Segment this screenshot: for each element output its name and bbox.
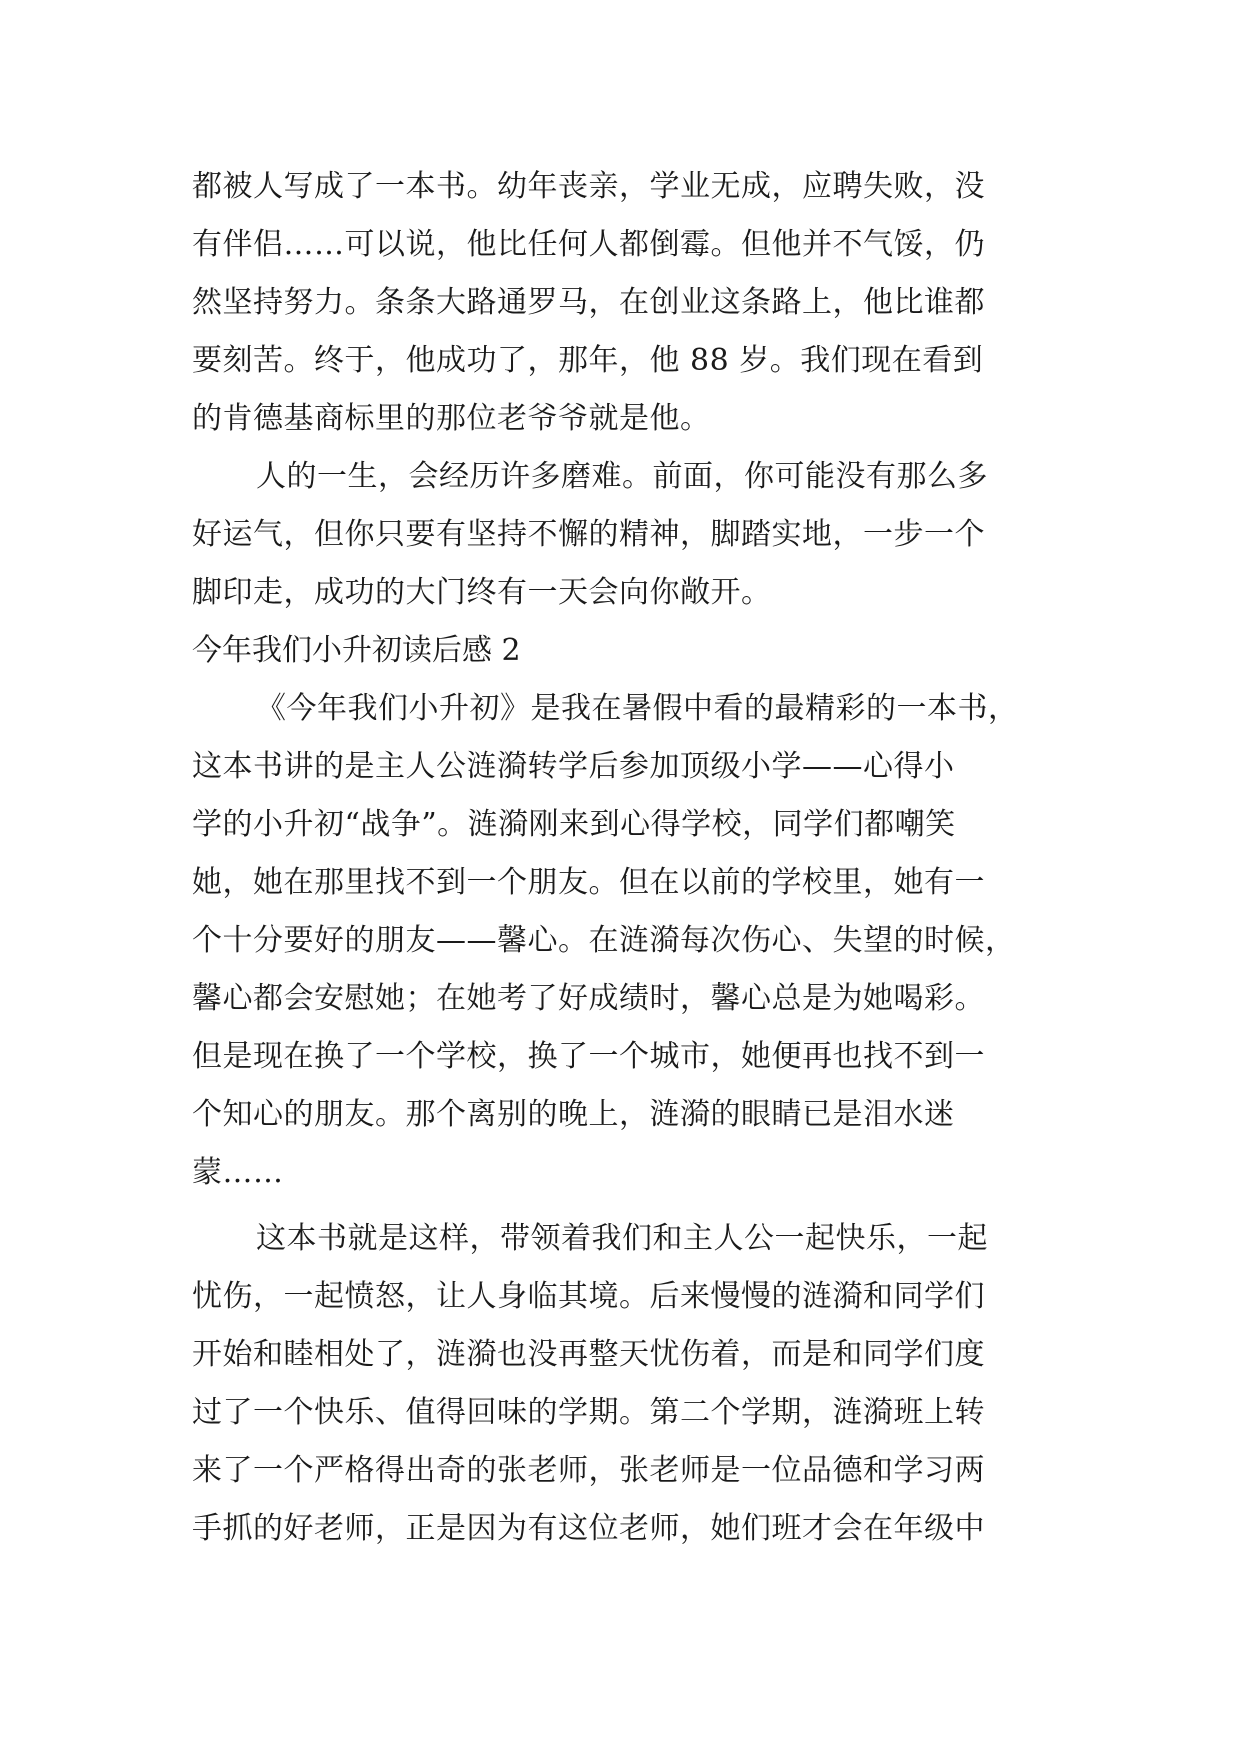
text-line: 忧伤，一起愤怒，让人身临其境。后来慢慢的涟漪和同学们 bbox=[192, 1279, 985, 1314]
text-line: 《今年我们小升初》是我在暑假中看的最精彩的一本书， bbox=[256, 691, 1019, 726]
text-line: 然坚持努力。条条大路通罗马，在创业这条路上，他比谁都 bbox=[192, 285, 985, 320]
paragraph-3 bbox=[192, 680, 1052, 1202]
text-line: 好运气，但你只要有坚持不懈的精神，脚踏实地，一步一个 bbox=[192, 517, 985, 552]
paragraph-4 bbox=[192, 1210, 1052, 1558]
text-line: 的肯德基商标里的那位老爷爷就是他。 bbox=[192, 401, 711, 436]
text-line: 蒙…… bbox=[192, 1155, 284, 1190]
text-line: 开始和睦相处了，涟漪也没再整天忧伤着，而是和同学们度 bbox=[192, 1337, 985, 1372]
text-line: 但是现在换了一个学校，换了一个城市，她便再也找不到一 bbox=[192, 1039, 985, 1074]
text-line: 这本书讲的是主人公涟漪转学后参加顶级小学——心得小 bbox=[192, 749, 955, 784]
text-line: 个十分要好的朋友——馨心。在涟漪每次伤心、失望的时候， bbox=[192, 923, 1016, 958]
text-line: 这本书就是这样，带领着我们和主人公一起快乐，一起 bbox=[256, 1221, 988, 1256]
text-line: 要刻苦。终于，他成功了，那年，他 88 岁。我们现在看到 bbox=[192, 343, 984, 378]
text-line: 个知心的朋友。那个离别的晚上，涟漪的眼睛已是泪水迷 bbox=[192, 1097, 955, 1132]
text-line: 她，她在那里找不到一个朋友。但在以前的学校里，她有一 bbox=[192, 865, 985, 900]
text-line: 人的一生，会经历许多磨难。前面，你可能没有那么多 bbox=[256, 459, 988, 494]
text-line: 过了一个快乐、值得回味的学期。第二个学期，涟漪班上转 bbox=[192, 1395, 985, 1430]
paragraph-2 bbox=[192, 448, 1052, 622]
text-line: 馨心都会安慰她；在她考了好成绩时，馨心总是为她喝彩。 bbox=[192, 981, 985, 1016]
document-page bbox=[192, 158, 1052, 1558]
text-line: 学的小升初“战争”。涟漪刚来到心得学校，同学们都嘲笑 bbox=[192, 807, 956, 842]
section-heading: 今年我们小升初读后感 2 bbox=[192, 633, 521, 668]
paragraph-1 bbox=[192, 158, 1052, 448]
text-line: 都被人写成了一本书。幼年丧亲，学业无成，应聘失败，没 bbox=[192, 169, 985, 204]
text-line: 有伴侣……可以说，他比任何人都倒霉。但他并不气馁，仍 bbox=[192, 227, 985, 262]
text-line: 来了一个严格得出奇的张老师，张老师是一位品德和学习两 bbox=[192, 1453, 985, 1488]
paragraph-spacer bbox=[192, 1202, 1052, 1210]
text-line: 手抓的好老师，正是因为有这位老师，她们班才会在年级中 bbox=[192, 1511, 985, 1546]
text-line: 脚印走，成功的大门终有一天会向你敞开。 bbox=[192, 575, 772, 610]
